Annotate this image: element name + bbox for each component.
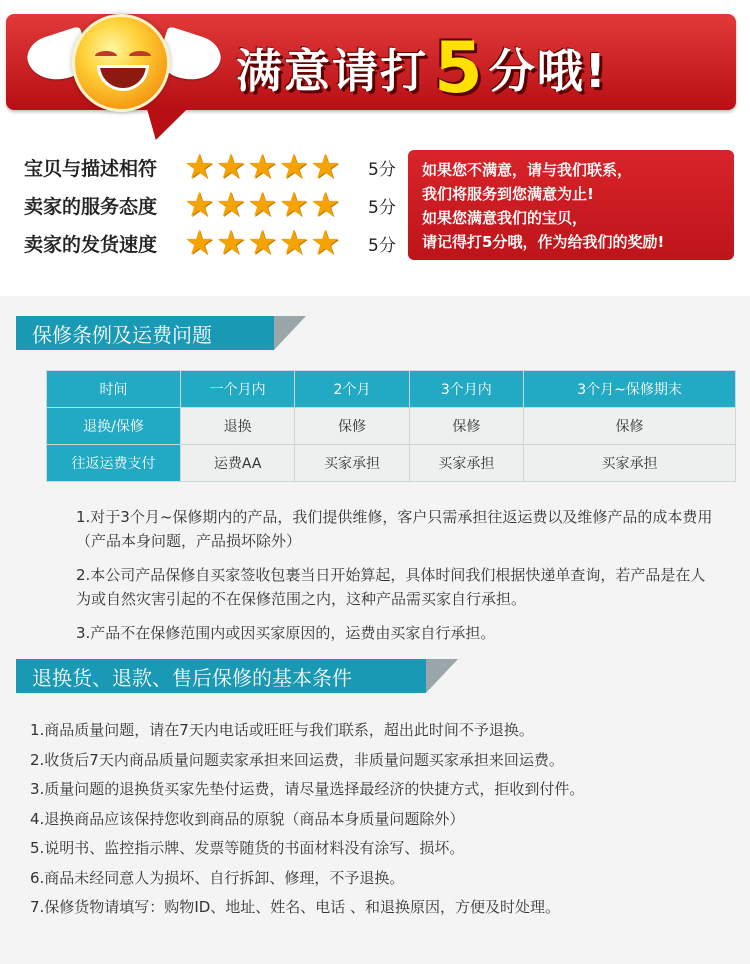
- table-row: [47, 445, 736, 482]
- condition-item: 5.说明书、监控指示牌、发票等随货的书面材料没有涂写、损坏。: [30, 839, 465, 857]
- rating-label: 卖家的发货速度: [24, 233, 158, 256]
- ratings-list: [24, 148, 396, 262]
- rating-score: 5分: [368, 235, 396, 256]
- star-icon: ★: [246, 223, 278, 263]
- rating-row: [24, 148, 396, 186]
- star-icon: ★: [184, 185, 215, 225]
- banner-title-suffix: 分哦!: [488, 44, 608, 98]
- warranty-table: [46, 370, 736, 482]
- banner-title: [236, 27, 608, 109]
- table-header-row: [47, 371, 736, 408]
- note-item: 1.对于3个月~保修期内的产品，我们提供维修，客户只需承担往返运费以及维修产品的成本费用（产品本身问题，产品损坏除外）: [76, 508, 713, 550]
- warranty-notes: [76, 505, 716, 655]
- rating-promo: [0, 0, 750, 296]
- conditions-list: [30, 716, 730, 923]
- star-icon: ★: [215, 223, 246, 263]
- star-rating: [184, 223, 362, 263]
- table-row: [47, 408, 736, 445]
- condition-item: 1.商品质量问题，请在7天内电话或旺旺与我们联系，超出此时间不予退换。: [30, 721, 534, 739]
- row-header: 往返运费支付: [47, 445, 181, 482]
- star-icon: ★: [278, 147, 309, 187]
- warranty-section-header: 保修条例及运费问题: [16, 316, 274, 350]
- note-line: 我们将服务到您满意为止!: [422, 185, 594, 203]
- note-line: 如果您满意我们的宝贝，: [422, 209, 588, 227]
- rating-label: 宝贝与描述相符: [24, 157, 158, 180]
- star-icon: ★: [309, 147, 341, 187]
- star-icon: ★: [309, 185, 341, 225]
- star-rating: [184, 147, 362, 187]
- star-icon: ★: [278, 223, 309, 263]
- condition-item: 4.退换商品应该保持您收到商品的原貌（商品本身质量问题除外）: [30, 809, 465, 828]
- table-cell: 保修: [524, 408, 736, 445]
- star-icon: ★: [246, 147, 278, 187]
- table-cell: 退换: [181, 408, 295, 445]
- table-cell: 买家承担: [409, 445, 523, 482]
- note-item: 2.本公司产品保修自买家签收包裹当日开始算起，具体时间我们根据快递单查询，若产品是在人为或自然灾害引起的不在保修范围之内，这种产品需买家自行承担。: [76, 566, 706, 608]
- condition-item: 6.商品未经同意人为损坏、自行拆卸、修理，不予退换。: [30, 868, 405, 887]
- smiley-face-icon: [72, 14, 170, 112]
- table-cell: 运费AA: [181, 445, 295, 482]
- star-icon: ★: [184, 147, 215, 187]
- condition-item: 3.质量问题的退换货买家先垫付运费，请尽量选择最经济的快捷方式，拒收到付件。: [30, 780, 585, 798]
- note-item: 3.产品不在保修范围内或因买家原因的，运费由买家自行承担。: [76, 624, 496, 642]
- column-header: 3个月~保修期末: [524, 371, 736, 408]
- star-icon: ★: [309, 223, 341, 263]
- table-cell: 保修: [409, 408, 523, 445]
- table-cell: 买家承担: [295, 445, 409, 482]
- star-icon: ★: [278, 185, 309, 225]
- banner-tail: [134, 106, 190, 140]
- banner-title-prefix: 满意请打: [236, 44, 428, 98]
- star-icon: ★: [215, 185, 246, 225]
- feedback-note: [408, 150, 734, 260]
- condition-item: 2.收货后7天内商品质量问题卖家承担来回运费，非质量问题买家承担来回运费。: [30, 750, 564, 769]
- table-cell: 保修: [295, 408, 409, 445]
- note-line: 如果您不满意，请与我们联系，: [422, 161, 633, 179]
- row-header: 退换/保修: [47, 408, 181, 445]
- column-header: 3个月内: [409, 371, 523, 408]
- star-icon: ★: [215, 147, 246, 187]
- rating-label: 卖家的服务态度: [24, 195, 158, 218]
- rating-score: 5分: [368, 197, 396, 218]
- banner-title-number: 5: [434, 27, 483, 109]
- star-icon: ★: [184, 223, 215, 263]
- star-rating: [184, 185, 362, 225]
- note-line: 请记得打5分哦，作为给我们的奖励!: [422, 233, 665, 251]
- rating-row: [24, 186, 396, 224]
- table-cell: 买家承担: [524, 445, 736, 482]
- rating-row: [24, 224, 396, 262]
- star-icon: ★: [246, 185, 278, 225]
- condition-item: 7.保修货物请填写：购物ID、地址、姓名、电话 、和退换原因，方便及时处理。: [30, 898, 561, 916]
- conditions-section-header: 退换货、退款、售后保修的基本条件: [16, 659, 426, 693]
- column-header: 时间: [47, 371, 181, 408]
- column-header: 2个月: [295, 371, 409, 408]
- rating-score: 5分: [368, 159, 396, 180]
- column-header: 一个月内: [181, 371, 295, 408]
